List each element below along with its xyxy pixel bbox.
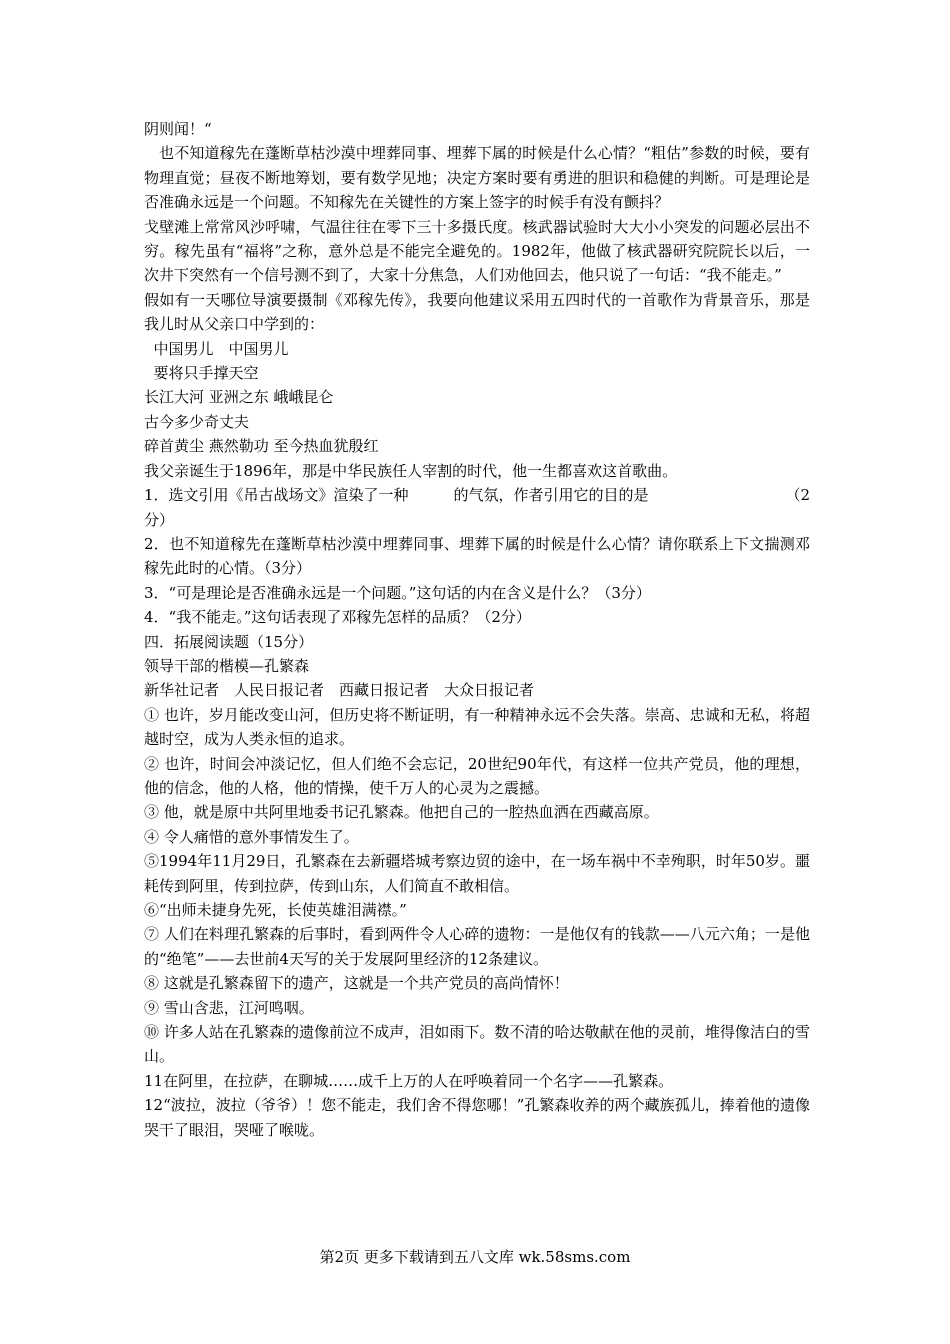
question-1-text: 1．选文引用《吊古战场文》渲染了一种 的气氛，作者引用它的目的是 — [144, 486, 649, 505]
article-paragraph: ⑦ 人们在料理孔繁森的后事时，看到两件令人心碎的遗物：一是他仅有的钱款——八元六角；一是他的“绝笔”——去世前4天写的关于发展阿里经济的12条建议。 — [144, 925, 810, 968]
article-paragraph: ④ 令人痛惜的意外事情发生了。 — [144, 827, 359, 846]
article-paragraph: ⑥“出师未捷身先死，长使英雄泪满襟。” — [144, 901, 407, 919]
song-line: 要将只手撑天空 — [144, 364, 259, 383]
section-heading: 四．拓展阅读题（15分） — [144, 632, 314, 651]
article-paragraph: ⑨ 雪山含悲，江河鸣咽。 — [144, 998, 314, 1017]
article-paragraph: ① 也许，岁月能改变山河，但历史将不断证明，有一种精神永远不会失落。崇高、忠诚和无私，将超越时空，成为人类永恒的追求。 — [144, 705, 810, 749]
article-paragraph: ⑧ 这就是孔繁森留下的遗产，这就是一个共产党员的高尚情怀！ — [144, 974, 569, 993]
song-line: 长江大河 亚洲之东 峨峨昆仑 — [144, 388, 334, 407]
song-line: 古今多少奇丈夫 — [144, 412, 250, 431]
article-paragraph: ⑩ 许多人站在孔繁森的遗像前泣不成声，泪如雨下。数不清的哈达敬献在他的灵前，堆得像洁白的雪山。 — [144, 1023, 810, 1066]
paragraph: 假如有一天哪位导演要摄制《邓稼先传》，我要向他建议采用五四时代的一首歌作为背景音乐，那是我儿时从父亲口中学到的： — [144, 290, 810, 334]
paragraph: 阴则闻！“ — [144, 120, 212, 138]
article-paragraph: 11在阿里，在拉萨，在聊城……成千上万的人在呼唤着同一个名字——孔繁森。 — [144, 1071, 674, 1090]
song-line: 碎首黄尘 燕然勒功 至今热血犹殷红 — [144, 437, 379, 456]
article-title: 领导干部的楷模—孔繁森 — [144, 656, 310, 675]
question-1-score: （2 — [785, 486, 810, 505]
question-1-score-close: 分） — [144, 510, 175, 529]
article-byline: 新华社记者 人民日报记者 西藏日报记者 大众日报记者 — [144, 681, 535, 700]
page-content — [144, 117, 810, 1142]
article-paragraph: ③ 他，就是原中共阿里地委书记孔繁森。他把自己的一腔热血洒在西藏高原。 — [144, 803, 659, 822]
paragraph: 戈壁滩上常常风沙呼啸，气温往往在零下三十多摄氏度。核武器试验时大大小小突发的问题必层出不穷。稼先虽有“福将”之称，意外总是不能完全避免的。1982年，他做了核武器研究院院长以后，一次井下突然有一个信号测不到了，大家十分焦急，人们劝他回去，他只说了一句话：“我不能走。” — [144, 217, 810, 285]
question-1 — [144, 483, 810, 507]
question-4: 4．“我不能走。”这句话表现了邓稼先怎样的品质？（2分） — [144, 608, 531, 627]
paragraph: 也不知道稼先在蓬断草枯沙漠中埋葬同事、埋葬下属的时候是什么心情？“粗估”参数的时候，要有物理直觉；昼夜不断地筹划，要有数学见地；决定方案时要有勇进的胆识和稳健的判断。可是理论是否准确永远是一个问题。不知稼先在关键性的方案上签字的时候手有没有颤抖？ — [144, 144, 810, 212]
question-2: 2．也不知道稼先在蓬断草枯沙漠中埋葬同事、埋葬下属的时候是什么心情？请你联系上下文揣测邓稼先此时的心情。（3分） — [144, 534, 810, 578]
page-footer: 第2页 更多下载请到五八文库 wk.58sms.com — [319, 1248, 631, 1266]
paragraph: 我父亲诞生于1896年，那是中华民族任人宰割的时代，他一生都喜欢这首歌曲。 — [144, 461, 678, 480]
song-line: 中国男儿 中国男儿 — [144, 339, 289, 358]
article-paragraph: ⑤1994年11月29日，孔繁森在去新疆塔城考察边贸的途中，在一场车祸中不幸殉职，时年50岁。噩耗传到阿里，传到拉萨，传到山东，人们简直不敢相信。 — [144, 852, 810, 895]
question-3: 3．“可是理论是否准确永远是一个问题。”这句话的内在含义是什么？（3分） — [144, 583, 651, 602]
article-paragraph: ② 也许，时间会冲淡记忆，但人们绝不会忘记，20世纪90年代，有这样一位共产党员，他的理想，他的信念，他的人格，他的情操，使千万人的心灵为之震撼。 — [144, 754, 810, 797]
article-paragraph: 12“波拉，波拉（爷爷）！您不能走，我们舍不得您哪！”孔繁森收养的两个藏族孤儿，捧着他的遗像哭干了眼泪，哭哑了喉咙。 — [144, 1096, 810, 1139]
